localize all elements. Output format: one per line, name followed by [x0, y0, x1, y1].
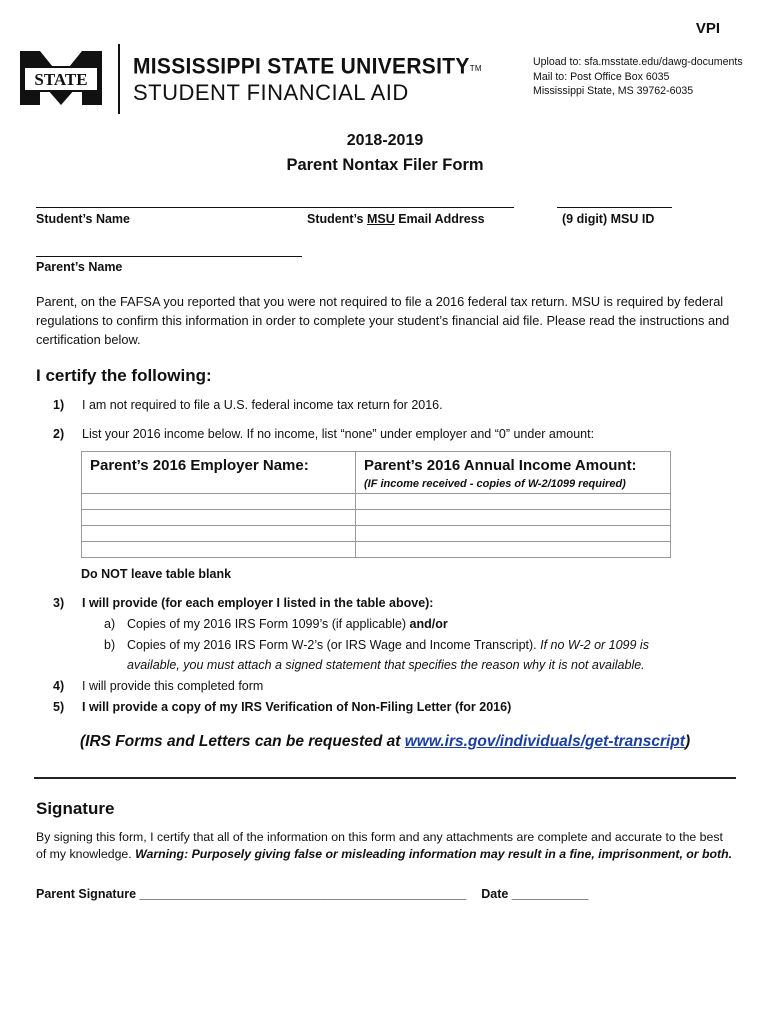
department-name: STUDENT FINANCIAL AID	[133, 80, 409, 105]
table-row	[82, 542, 671, 558]
income-table-header	[82, 452, 671, 494]
form-code: VPI	[695, 20, 720, 37]
income-cell[interactable]	[356, 494, 671, 510]
item-3b-text: Copies of my 2016 IRS Form W-2’s (or IRS Wage and Income Transcript). If no W-2 or 1099 is	[127, 638, 649, 652]
item-2-number: 2)	[53, 427, 65, 441]
item-5-number: 5)	[53, 700, 65, 714]
item-3a-text: Copies of my 2016 IRS Form 1099’s (if applicable) and/or	[127, 617, 448, 631]
irs-request-note: (IRS Forms and Letters can be requested at www.irs.gov/individuals/get-transcript)	[80, 733, 691, 750]
trademark: TM	[469, 63, 482, 74]
address-line-mail: Mail to: Post Office Box 6035	[533, 70, 670, 83]
income-table	[81, 451, 671, 558]
signature-heading: Signature	[36, 799, 115, 818]
parent-name-line[interactable]	[36, 256, 302, 257]
income-cell[interactable]	[356, 510, 671, 526]
university-name: MISSISSIPPI STATE UNIVERSITY™	[133, 54, 482, 79]
table-note: Do NOT leave table blank	[81, 567, 232, 581]
student-email-label: Student’s MSU Email Address	[307, 212, 485, 226]
student-name-label: Student’s Name	[36, 212, 131, 226]
signature-row	[36, 887, 588, 901]
date-line[interactable]: ___________	[511, 887, 589, 901]
msu-id-label: (9 digit) MSU ID	[562, 212, 655, 226]
table-row	[82, 526, 671, 542]
table-row	[82, 510, 671, 526]
form-year: 2018-2019	[346, 132, 424, 149]
item-1-text: I am not required to file a U.S. federal income tax return for 2016.	[82, 398, 443, 412]
employer-column-header: Parent’s 2016 Employer Name:	[82, 452, 356, 494]
item-3-text: I will provide (for each employer I listed in the table above):	[82, 596, 434, 610]
parent-signature-label: Parent Signature	[36, 887, 140, 901]
item-5-text: I will provide a copy of my IRS Verification of Non-Filing Letter (for 2016)	[82, 700, 512, 714]
date-label: Date	[481, 887, 512, 901]
form-title: Parent Nontax Filer Form	[286, 156, 484, 174]
income-cell[interactable]	[356, 542, 671, 558]
table-row	[82, 494, 671, 510]
address-line-city: Mississippi State, MS 39762-6035	[533, 85, 694, 97]
item-3a-label: a)	[104, 617, 116, 631]
irs-transcript-link[interactable]: www.irs.gov/individuals/get-transcript	[404, 733, 685, 750]
parent-signature-line[interactable]: _______________________________________________	[139, 887, 467, 901]
employer-cell[interactable]	[82, 526, 356, 542]
student-info-line[interactable]	[36, 207, 514, 208]
employer-cell[interactable]	[82, 510, 356, 526]
mailing-address	[533, 55, 743, 99]
item-3b-continued: available, you must attach a signed statement that specifies the reason why it is not available.	[127, 658, 645, 672]
msu-logo-icon	[18, 47, 104, 109]
income-cell[interactable]	[356, 526, 671, 542]
employer-cell[interactable]	[82, 542, 356, 558]
item-4-text: I will provide this completed form	[82, 679, 264, 693]
income-column-header: Parent’s 2016 Annual Income Amount: (IF income received - copies of W-2/1099 required)	[356, 452, 671, 494]
item-4-number: 4)	[53, 679, 65, 693]
parent-name-label: Parent’s Name	[36, 260, 123, 274]
msu-id-line[interactable]	[557, 207, 672, 208]
logo-divider	[118, 44, 120, 114]
employer-cell[interactable]	[82, 494, 356, 510]
income-column-note: (IF income received - copies of W-2/1099 required)	[364, 478, 626, 490]
item-2-text: List your 2016 income below. If no income, list “none” under employer and “0” under amount:	[82, 427, 595, 441]
address-line-upload: Upload to: sfa.msstate.edu/dawg-documents	[533, 56, 743, 68]
item-3-number: 3)	[53, 596, 65, 610]
intro-paragraph: Parent, on the FAFSA you reported that you were not required to file a 2016 federal tax return. MSU is required by federal regulations to confirm this information in order to complete your student’s financial aid file. Please read the instructions and certification below.	[36, 294, 730, 347]
item-3b-label: b)	[104, 638, 116, 652]
section-divider	[34, 777, 736, 779]
signature-statement: By signing this form, I certify that all of the information on this form and any attachments are complete and accurate to the best of my knowledge. Warning: Purposely giving false or misleading information may result in a fine, imprisonment, or both.	[36, 830, 733, 861]
item-1-number: 1)	[53, 398, 65, 412]
logo-text: STATE	[34, 70, 88, 89]
certify-heading: I certify the following:	[36, 366, 212, 385]
